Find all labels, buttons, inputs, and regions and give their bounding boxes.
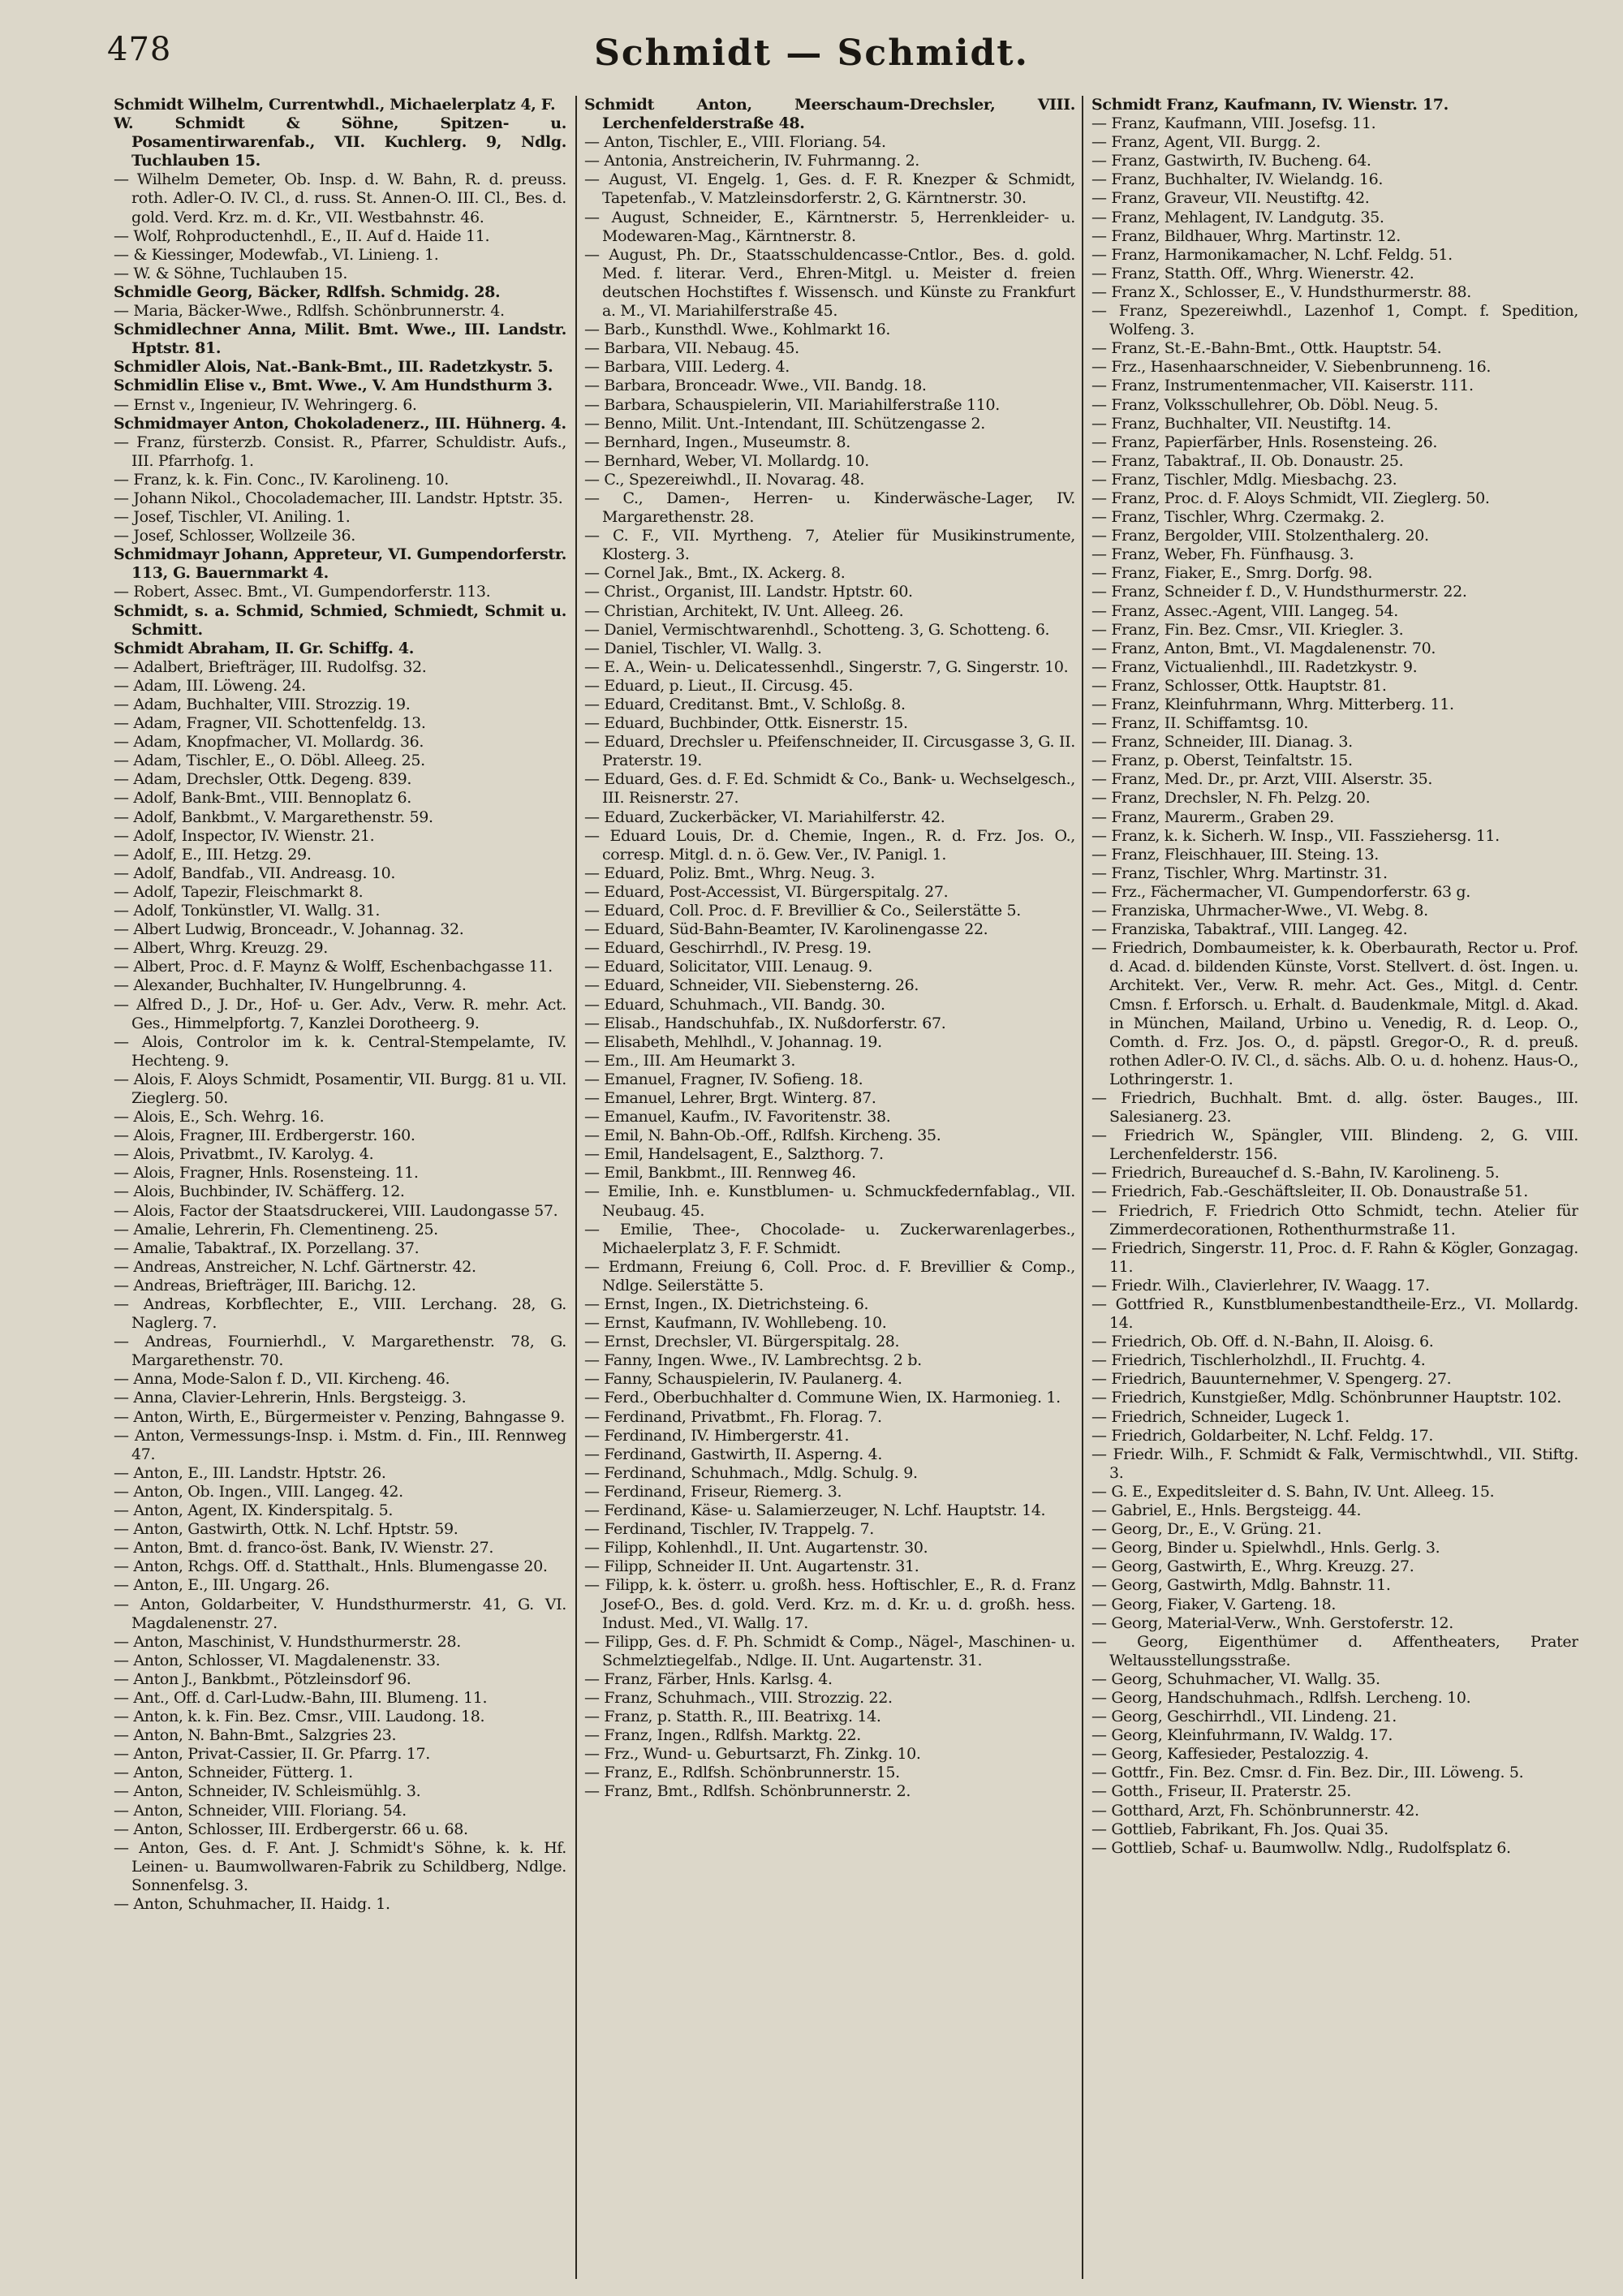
- directory-entry: — Anton, Gastwirth, Ottk. N. Lchf. Hptstr. 59.: [114, 1520, 458, 1539]
- directory-entry: — Anton, Ges. d. F. Ant. J. Schmidt's Söhne, k. k. Hf. Leinen- u. Baumwollwaren-Fabrik zu Schildberg, Ndlge. Sonnenfelsg. 3.: [114, 1838, 566, 1894]
- directory-entry: — Adam, III. Löweng. 24.: [114, 676, 306, 695]
- column-divider: [575, 96, 577, 2279]
- directory-entry: — Anton, Rchgs. Off. d. Statthalt., Hnls. Blumengasse 20.: [114, 1557, 548, 1576]
- directory-entry: — August, VI. Engelg. 1, Ges. d. F. R. Knezper & Schmidt, Tapetenfab., V. Matzleinsdorferstr. 2, G. Kärntnerstr. 30.: [584, 170, 1075, 208]
- directory-entry: — Ferdinand, Privatbmt., Fh. Florag. 7.: [584, 1407, 882, 1426]
- directory-entry: — Adolf, Bank-Bmt., VIII. Bennoplatz 6.: [114, 789, 411, 808]
- directory-entry: — Adalbert, Briefträger, III. Rudolfsg. 32.: [114, 657, 427, 676]
- directory-entry: — Friedrich, Tischlerholzhdl., II. Fruchtg. 4.: [1091, 1351, 1426, 1370]
- directory-entry: — Wilhelm Demeter, Ob. Insp. d. W. Bahn, R. d. preuss. roth. Adler-O. IV. Cl., d. russ. St. Annen-O. III. Cl., Bes. d. gold. Verd. Krz. m. d. Kr., VII. Westbahnstr. 46.: [114, 170, 566, 226]
- directory-entry: — & Kiessinger, Modewfab., VI. Linieng. 1.: [114, 245, 439, 264]
- directory-entry: — Anton, N. Bahn-Bmt., Salzgries 23.: [114, 1726, 397, 1745]
- directory-entry: — Franz, Bmt., Rdlfsh. Schönbrunnerstr. 2.: [584, 1782, 911, 1801]
- column-1: [114, 96, 566, 2279]
- directory-entry: W. Schmidt & Söhne, Spitzen- u. Posamentirwarenfab., VII. Kuchlerg. 9, Ndlg. Tuchlauben 15.: [114, 114, 566, 170]
- directory-entry: — Eduard, Schneider, VII. Siebensterng. 26.: [584, 976, 919, 995]
- directory-entry: — Franz, Papierfärber, Hnls. Rosensteing. 26.: [1091, 433, 1438, 451]
- directory-entry: — Anton, Bmt. d. franco-öst. Bank, IV. Wienstr. 27.: [114, 1539, 494, 1557]
- directory-entry: — Georg, Gastwirth, Mdlg. Bahnstr. 11.: [1091, 1576, 1391, 1595]
- directory-entry: — Ernst, Kaufmann, IV. Wohllebeng. 10.: [584, 1314, 887, 1333]
- directory-entry: — Eduard, Buchbinder, Ottk. Eisnerstr. 15.: [584, 714, 908, 733]
- directory-entry: — Em., III. Am Heumarkt 3.: [584, 1051, 796, 1070]
- directory-entry: — Anton, Wirth, E., Bürgermeister v. Penzing, Bahngasse 9.: [114, 1407, 565, 1426]
- directory-entry: — Franz, Bildhauer, Whrg. Martinstr. 12.: [1091, 226, 1401, 245]
- directory-entry: — Eduard, Post-Accessist, VI. Bürgerspitalg. 27.: [584, 882, 949, 901]
- directory-entry: — Friedrich, Goldarbeiter, N. Lchf. Feldg. 17.: [1091, 1426, 1434, 1445]
- directory-entry: Schmidt, s. a. Schmid, Schmied, Schmiedt, Schmit u. Schmitt.: [114, 601, 566, 639]
- directory-entry: — Friedrich, Bureauchef d. S.-Bahn, IV. Karolineng. 5.: [1091, 1164, 1500, 1182]
- directory-entry: — Franz, Victualienhdl., III. Radetzkystr. 9.: [1091, 657, 1418, 676]
- directory-entry: — Andreas, Fournierhdl., V. Margarethenstr. 78, G. Margarethenstr. 70.: [114, 1333, 566, 1370]
- directory-entry: — Franz, Statth. Off., Whrg. Wienerstr. 42.: [1091, 264, 1414, 282]
- directory-entry: — Anton, k. k. Fin. Bez. Cmsr., VIII. Laudong. 18.: [114, 1708, 485, 1726]
- directory-entry: — Franz, p. Statth. R., III. Beatrixg. 14.: [584, 1708, 881, 1726]
- directory-entry: — Josef, Tischler, VI. Aniling. 1.: [114, 508, 351, 527]
- directory-entry: — Adolf, Inspector, IV. Wienstr. 21.: [114, 826, 375, 845]
- directory-entry: Schmidle Georg, Bäcker, Rdlfsh. Schmidg. 28.: [114, 282, 501, 301]
- directory-entry: — Anton, Maschinist, V. Hundsthurmerstr. 28.: [114, 1632, 461, 1651]
- directory-entry: — Franz, Kleinfuhrmann, Whrg. Mitterberg. 11.: [1091, 696, 1454, 713]
- directory-entry: — Eduard, Zuckerbäcker, VI. Mariahilferstr. 42.: [584, 808, 945, 826]
- directory-entry: Schmidlechner Anna, Milit. Bmt. Wwe., III. Landstr. Hptstr. 81.: [114, 321, 566, 358]
- directory-entry: — Anton, E., III. Ungarg. 26.: [114, 1576, 330, 1595]
- directory-entry: — Franz, Tischler, Whrg. Martinstr. 31.: [1091, 864, 1388, 882]
- directory-entry: — Albert, Proc. d. F. Maynz & Wolff, Eschenbachgasse 11.: [114, 958, 553, 976]
- directory-entry: — Johann Nikol., Chocolademacher, III. Landstr. Hptstr. 35.: [114, 489, 563, 507]
- directory-entry: — Maria, Bäcker-Wwe., Rdlfsh. Schönbrunnerstr. 4.: [114, 302, 505, 321]
- directory-entry: — Franz, St.-E.-Bahn-Bmt., Ottk. Hauptstr. 54.: [1091, 339, 1442, 358]
- directory-entry: — Georg, Kleinfuhrmann, IV. Waldg. 17.: [1091, 1726, 1393, 1745]
- directory-entry: — Franz, k. k. Sicherh. W. Insp., VII. Fassziehersg. 11.: [1091, 826, 1500, 845]
- directory-entry: — Cornel Jak., Bmt., IX. Ackerg. 8.: [584, 564, 846, 583]
- directory-entry: — Filipp, Ges. d. F. Ph. Schmidt & Comp., Nägel-, Maschinen- u. Schmelztiegelfab., Ndlge. II. Unt. Augartenstr. 31.: [584, 1632, 1075, 1669]
- directory-entry: — Franz, Bergolder, VIII. Stolzenthalerg. 20.: [1091, 527, 1429, 545]
- directory-entry: — Franz, Spezereiwhdl., Lazenhof 1, Compt. f. Spedition, Wolfeng. 3.: [1091, 302, 1578, 339]
- directory-entry: — Eduard, Poliz. Bmt., Whrg. Neug. 3.: [584, 864, 876, 882]
- directory-entry: — C. F., VII. Myrtheng. 7, Atelier für Musikinstrumente, Klosterg. 3.: [584, 527, 1075, 564]
- directory-entry: — Franz, Harmonikamacher, N. Lchf. Feldg. 51.: [1091, 245, 1453, 264]
- directory-entry: — Albert, Whrg. Kreuzg. 29.: [114, 939, 328, 958]
- directory-entry: — Emanuel, Lehrer, Brgt. Winterg. 87.: [584, 1088, 876, 1107]
- directory-entry: — Adolf, Tapezir, Fleischmarkt 8.: [114, 882, 364, 901]
- directory-entry: — Franz, Fleischhauer, III. Steing. 13.: [1091, 845, 1379, 864]
- directory-entry: — Fanny, Schauspielerin, IV. Paulanerg. 4.: [584, 1370, 902, 1389]
- directory-entry: — Friedrich W., Spängler, VIII. Blindeng. 2, G. VIII. Lerchenfelderstr. 156.: [1091, 1126, 1578, 1164]
- directory-entry: Schmidmayr Johann, Appreteur, VI. Gumpendorferstr. 113, G. Bauernmarkt 4.: [114, 545, 566, 583]
- directory-entry: — Friedrich, Buchhalt. Bmt. d. allg. öster. Bauges., III. Salesianerg. 23.: [1091, 1088, 1578, 1126]
- directory-entry: — Amalie, Tabaktraf., IX. Porzellang. 37.: [114, 1238, 420, 1257]
- column-3: [1091, 96, 1578, 2279]
- directory-entry: — Georg, Dr., E., V. Grüng. 21.: [1091, 1520, 1322, 1539]
- directory-entry: — Ferdinand, IV. Himbergerstr. 41.: [584, 1426, 850, 1445]
- directory-entry: — Wolf, Rohproductenhdl., E., II. Auf d. Haide 11.: [114, 226, 490, 245]
- directory-entry: — Robert, Assec. Bmt., VI. Gumpendorferstr. 113.: [114, 583, 491, 601]
- directory-entry: — Franz, Med. Dr., pr. Arzt, VIII. Alserstr. 35.: [1091, 770, 1433, 789]
- directory-entry: — Franz X., Schlosser, E., V. Hundsthurmerstr. 88.: [1091, 282, 1471, 301]
- directory-entry: — Barbara, VII. Nebaug. 45.: [584, 339, 799, 358]
- directory-entry: Schmidlin Elise v., Bmt. Wwe., V. Am Hundsthurm 3.: [114, 377, 553, 395]
- directory-entry: — Ernst v., Ingenieur, IV. Wehringerg. 6.: [114, 395, 417, 414]
- directory-entry: — Franz, Graveur, VII. Neustiftg. 42.: [1091, 189, 1370, 208]
- directory-entry: — Anton, Schneider, VIII. Floriang. 54.: [114, 1801, 407, 1820]
- directory-entry: — Frz., Hasenhaarschneider, V. Siebenbrunneng. 16.: [1091, 358, 1492, 377]
- directory-entry: — Alois, Factor der Staatsdruckerei, VIII. Laudongasse 57.: [114, 1201, 558, 1220]
- directory-entry: — Eduard, Schuhmach., VII. Bandg. 30.: [584, 995, 885, 1014]
- directory-entry: — Daniel, Vermischtwarenhdl., Schotteng. 3, G. Schotteng. 6.: [584, 620, 1050, 639]
- directory-entry: — Gotthard, Arzt, Fh. Schönbrunnerstr. 42.: [1091, 1801, 1419, 1820]
- directory-entry: — Franz, Schneider f. D., V. Hundsthurmerstr. 22.: [1091, 583, 1467, 601]
- directory-entry: — Franz, Schneider, III. Dianag. 3.: [1091, 733, 1353, 752]
- directory-entry: — August, Ph. Dr., Staatsschuldencasse-Cntlor., Bes. d. gold. Med. f. literar. Verd., Ehren-Mitgl. u. Meister d. freien deutschen Hochstiftes f. Wissensch. und Künste zu Frankfurt a. M., VI. Mariahilferstraße 45.: [584, 245, 1075, 321]
- directory-entry: — Emilie, Thee-, Chocolade- u. Zuckerwarenlagerbes., Michaelerplatz 3, F. F. Schmidt.: [584, 1220, 1075, 1257]
- directory-entry: — Franziska, Uhrmacher-Wwe., VI. Webg. 8.: [1091, 902, 1428, 920]
- directory-entry: — Barbara, Schauspielerin, VII. Mariahilferstraße 110.: [584, 395, 1000, 414]
- directory-entry: — Anton, Schneider, Fütterg. 1.: [114, 1764, 353, 1782]
- directory-entry: — Barbara, Bronceadr. Wwe., VII. Bandg. 18.: [584, 377, 927, 395]
- directory-entry: — Georg, Schuhmacher, VI. Wallg. 35.: [1091, 1669, 1380, 1688]
- directory-entry: — Antonia, Anstreicherin, IV. Fuhrmanng. 2.: [584, 152, 919, 170]
- directory-entry: — Franz, Ingen., Rdlfsh. Marktg. 22.: [584, 1726, 861, 1745]
- directory-entry: — G. E., Expeditsleiter d. S. Bahn, IV. Unt. Alleeg. 15.: [1091, 1482, 1495, 1501]
- directory-entry: — Eduard, Süd-Bahn-Beamter, IV. Karolinengasse 22.: [584, 920, 988, 939]
- directory-entry: — Adam, Knopfmacher, VI. Mollardg. 36.: [114, 733, 424, 752]
- directory-entry: — Georg, Binder u. Spielwhdl., Hnls. Gerlg. 3.: [1091, 1539, 1440, 1557]
- directory-entry: — Anton, Tischler, E., VIII. Floriang. 54.: [584, 133, 886, 152]
- directory-entry: — Georg, Material-Verw., Wnh. Gerstoferstr. 12.: [1091, 1613, 1453, 1632]
- directory-entry: — E. A., Wein- u. Delicatessenhdl., Singerstr. 7, G. Singerstr. 10.: [584, 657, 1069, 676]
- directory-entry: — Gabriel, E., Hnls. Bergsteigg. 44.: [1091, 1501, 1362, 1520]
- directory-entry: — Franz, Fin. Bez. Cmsr., VII. Kriegler. 3.: [1091, 620, 1404, 639]
- directory-entry: — Georg, Fiaker, V. Garteng. 18.: [1091, 1595, 1337, 1613]
- directory-entry: — Andreas, Briefträger, III. Barichg. 12.: [114, 1276, 416, 1294]
- directory-entry: — Alois, Fragner, III. Erdbergerstr. 160.: [114, 1126, 415, 1145]
- directory-entry: — Franz, Fiaker, E., Smrg. Dorfg. 98.: [1091, 564, 1373, 583]
- directory-entry: — Ferdinand, Tischler, IV. Trappelg. 7.: [584, 1520, 874, 1539]
- directory-entry: — Eduard, p. Lieut., II. Circusg. 45.: [584, 676, 854, 695]
- directory-entry: — Ferdinand, Friseur, Riemerg. 3.: [584, 1482, 842, 1501]
- directory-entry: — Bernhard, Ingen., Museumstr. 8.: [584, 433, 850, 451]
- directory-entry: — Ferd., Oberbuchhalter d. Commune Wien, IX. Harmonieg. 1.: [584, 1389, 1061, 1407]
- directory-entry: — Anton, Vermessungs-Insp. i. Mstm. d. Fin., III. Rennweg 47.: [114, 1426, 566, 1463]
- directory-entry: — Friedr. Wilh., Clavierlehrer, IV. Waagg. 17.: [1091, 1276, 1430, 1294]
- directory-entry: Schmidmayer Anton, Chokoladenerz., III. Hühnerg. 4.: [114, 414, 566, 433]
- directory-entry: — Christian, Architekt, IV. Unt. Alleeg. 26.: [584, 601, 904, 620]
- directory-entry: — Georg, Geschirrhdl., VII. Lindeng. 21.: [1091, 1708, 1397, 1726]
- directory-entry: — Friedrich, Fab.-Geschäftsleiter, II. Ob. Donaustraße 51.: [1091, 1182, 1528, 1201]
- directory-entry: — Ferdinand, Gastwirth, II. Asperng. 4.: [584, 1445, 883, 1463]
- directory-entry: — Georg, Eigenthümer d. Affentheaters, Prater Weltausstellungsstraße.: [1091, 1632, 1578, 1669]
- directory-entry: — Friedrich, Singerstr. 11, Proc. d. F. Rahn & Kögler, Gonzagag. 11.: [1091, 1238, 1578, 1276]
- directory-entry: — Friedrich, Dombaumeister, k. k. Oberbaurath, Rector u. Prof. d. Acad. d. bildenden Künste, Vorst. Stellvert. d. öst. Ingen. u. Architekt. Ver., Verw. R. mehr. Act. Ges., Mitgl. d. Centr. Cmsn. f. Erforsch. u. Erhalt. d. Baudenkmale, Mitgl. d. Akad. in München, Mailand, Urbino u. Venedig, R. d. Leop. O., Comth. d. Frz. Jos. O., d. päpstl. Gregor-O., R. d. preuß. rothen Adler-O. IV. Cl., d. sächs. Alb. O. u. d. hohenz. Haus-O., Lothringerstr. 1.: [1091, 939, 1578, 1088]
- directory-entry: — Franz, fürsterzb. Consist. R., Pfarrer, Schuldistr. Aufs., III. Pfarrhofg. 1.: [114, 433, 566, 470]
- directory-entry: — Ferdinand, Schuhmach., Mdlg. Schulg. 9.: [584, 1463, 918, 1482]
- directory-entry: — Elisab., Handschuhfab., IX. Nußdorferstr. 67.: [584, 1014, 946, 1032]
- directory-entry: — Ernst, Ingen., IX. Dietrichsteing. 6.: [584, 1295, 869, 1313]
- directory-entry: — Franz, Instrumentenmacher, VII. Kaiserstr. 111.: [1091, 377, 1474, 395]
- directory-entry: Schmidt Abraham, II. Gr. Schiffg. 4.: [114, 639, 415, 657]
- directory-entry: — Franz, Assec.-Agent, VIII. Langeg. 54.: [1091, 601, 1398, 620]
- directory-entry: — Franz, Buchhalter, IV. Wielandg. 16.: [1091, 170, 1384, 189]
- directory-entry: — Elisabeth, Mehlhdl., V. Johannag. 19.: [584, 1032, 882, 1051]
- directory-entry: — Emilie, Inh. e. Kunstblumen- u. Schmuckfedernfablag., VII. Neubaug. 45.: [584, 1182, 1075, 1220]
- directory-entry: — Franz, Schlosser, Ottk. Hauptstr. 81.: [1091, 676, 1387, 695]
- directory-entry: — Anton, Schuhmacher, II. Haidg. 1.: [114, 1895, 390, 1913]
- directory-entry: — Georg, Kaffesieder, Pestalozzig. 4.: [1091, 1745, 1369, 1764]
- directory-entry: — Adolf, E., III. Hetzg. 29.: [114, 845, 312, 864]
- directory-entry: — Alfred D., J. Dr., Hof- u. Ger. Adv., Verw. R. mehr. Act. Ges., Himmelpfortg. 7, Kanzlei Dorotheerg. 9.: [114, 995, 566, 1032]
- directory-entry: — Andreas, Korbflechter, E., VIII. Lerchang. 28, G. Naglerg. 7.: [114, 1295, 566, 1333]
- directory-entry: — Friedrich, Bauunternehmer, V. Spengerg. 27.: [1091, 1370, 1452, 1389]
- directory-entry: — Anton, Goldarbeiter, V. Hundsthurmerstr. 41, G. VI. Magdalenenstr. 27.: [114, 1595, 566, 1632]
- directory-entry: — Adolf, Bankbmt., V. Margarethenstr. 59.: [114, 808, 433, 826]
- directory-entry: — Albert Ludwig, Bronceadr., V. Johannag. 32.: [114, 920, 464, 939]
- directory-entry: — Eduard, Creditanst. Bmt., V. Schloßg. 8.: [584, 696, 906, 713]
- directory-entry: — Alexander, Buchhalter, IV. Hungelbrunng. 4.: [114, 976, 467, 995]
- directory-entry: — Georg, Handschuhmach., Rdlfsh. Lercheng. 10.: [1091, 1688, 1471, 1707]
- directory-entry: — Filipp, Kohlenhdl., II. Unt. Augartenstr. 30.: [584, 1539, 928, 1557]
- directory-entry: — Anton, Schneider, IV. Schleismühlg. 3.: [114, 1782, 421, 1801]
- directory-entry: — Franz, p. Oberst, Teinfaltstr. 15.: [1091, 752, 1353, 770]
- directory-entry: — Emil, Handelsagent, E., Salzthorg. 7.: [584, 1145, 884, 1164]
- directory-entry: — Barbara, VIII. Lederg. 4.: [584, 358, 790, 377]
- directory-entry: — Franz, Anton, Bmt., VI. Magdalenenstr. 70.: [1091, 639, 1436, 657]
- directory-entry: — Eduard, Coll. Proc. d. F. Brevillier & Co., Seilerstätte 5.: [584, 902, 1021, 920]
- directory-entry: — Alois, E., Sch. Wehrg. 16.: [114, 1108, 325, 1126]
- directory-entry: — Franz, Weber, Fh. Fünfhausg. 3.: [1091, 545, 1354, 564]
- directory-entry: — Benno, Milit. Unt.-Intendant, III. Schützengasse 2.: [584, 414, 985, 433]
- directory-entry: — Adam, Fragner, VII. Schottenfeldg. 13.: [114, 714, 426, 733]
- directory-entry: — Alois, F. Aloys Schmidt, Posamentir, VII. Burgg. 81 u. VII. Zieglerg. 50.: [114, 1070, 566, 1107]
- directory-entry: — Frz., Fächermacher, VI. Gumpendorferstr. 63 g.: [1091, 882, 1470, 901]
- directory-entry: — Anton J., Bankbmt., Pötzleinsdorf 96.: [114, 1669, 411, 1688]
- directory-entry: — Franz, Tabaktraf., II. Ob. Donaustr. 25.: [1091, 451, 1404, 470]
- directory-entry: — Eduard, Solicitator, VIII. Lenaug. 9.: [584, 958, 873, 976]
- directory-entry: — Franz, Proc. d. F. Aloys Schmidt, VII. Zieglerg. 50.: [1091, 489, 1490, 507]
- directory-entry: — Adolf, Tonkünstler, VI. Wallg. 31.: [114, 902, 381, 920]
- directory-entry: — Franz, Mehlagent, IV. Landgutg. 35.: [1091, 208, 1384, 226]
- directory-entry: — Barb., Kunsthdl. Wwe., Kohlmarkt 16.: [584, 321, 891, 339]
- directory-entry: Schmidt Franz, Kaufmann, IV. Wienstr. 17.: [1091, 96, 1449, 114]
- directory-entry: — Franz, Volksschullehrer, Ob. Döbl. Neug. 5.: [1091, 395, 1439, 414]
- column-2: [584, 96, 1075, 2279]
- directory-entry: — Andreas, Anstreicher, N. Lchf. Gärtnerstr. 42.: [114, 1257, 476, 1276]
- directory-entry: Schmidler Alois, Nat.-Bank-Bmt., III. Radetzkystr. 5.: [114, 358, 553, 377]
- directory-entry: — Adam, Tischler, E., O. Döbl. Alleeg. 25.: [114, 752, 425, 770]
- directory-entry: — Franz, Tischler, Mdlg. Miesbachg. 23.: [1091, 470, 1397, 489]
- directory-entry: — Ferdinand, Käse- u. Salamierzeuger, N. Lchf. Hauptstr. 14.: [584, 1501, 1046, 1520]
- directory-entry: — Ernst, Drechsler, VI. Bürgerspitalg. 28.: [584, 1333, 900, 1351]
- directory-entry: — Gotth., Friseur, II. Praterstr. 25.: [1091, 1782, 1351, 1801]
- directory-entry: — Filipp, Schneider II. Unt. Augartenstr. 31.: [584, 1557, 919, 1576]
- directory-entry: — Anton, Ob. Ingen., VIII. Langeg. 42.: [114, 1482, 403, 1501]
- page-header: [0, 31, 1623, 88]
- directory-entry: — Emanuel, Kaufm., IV. Favoritenstr. 38.: [584, 1108, 891, 1126]
- directory-entry: — Friedrich, Schneider, Lugeck 1.: [1091, 1407, 1350, 1426]
- directory-entry: — Anton, Schlosser, III. Erdbergerstr. 66 u. 68.: [114, 1820, 468, 1838]
- directory-entry: — Alois, Buchbinder, IV. Schäfferg. 12.: [114, 1182, 405, 1201]
- directory-entry: — Emil, N. Bahn-Ob.-Off., Rdlfsh. Kircheng. 35.: [584, 1126, 941, 1145]
- directory-entry: — C., Spezereiwhdl., II. Novarag. 48.: [584, 470, 865, 489]
- directory-entry: — Alois, Controlor im k. k. Central-Stempelamte, IV. Hechteng. 9.: [114, 1032, 566, 1070]
- directory-entry: — Franz, E., Rdlfsh. Schönbrunnerstr. 15.: [584, 1764, 900, 1782]
- directory-entry: — Bernhard, Weber, VI. Mollardg. 10.: [584, 451, 869, 470]
- directory-entry: — Franz, k. k. Fin. Conc., IV. Karolineng. 10.: [114, 470, 449, 489]
- directory-entry: — Adam, Buchhalter, VIII. Strozzig. 19.: [114, 696, 411, 713]
- directory-entry: — Friedr. Wilh., F. Schmidt & Falk, Vermischtwhdl., VII. Stiftg. 3.: [1091, 1445, 1578, 1482]
- directory-entry: — Franz, Gastwirth, IV. Bucheng. 64.: [1091, 152, 1371, 170]
- directory-entry: — Franz, II. Schiffamtsg. 10.: [1091, 714, 1309, 733]
- directory-entry: — Erdmann, Freiung 6, Coll. Proc. d. F. Brevillier & Comp., Ndlge. Seilerstätte 5.: [584, 1257, 1075, 1294]
- directory-entry: — August, Schneider, E., Kärntnerstr. 5, Herrenkleider- u. Modewaren-Mag., Kärntnerstr. 8.: [584, 208, 1075, 245]
- directory-entry: — Friedrich, F. Friedrich Otto Schmidt, techn. Atelier für Zimmerdecorationen, Rothenthurmstraße 11.: [1091, 1201, 1578, 1238]
- directory-entry: — Emanuel, Fragner, IV. Sofieng. 18.: [584, 1070, 863, 1088]
- directory-entry: — Eduard, Drechsler u. Pfeifenschneider, II. Circusgasse 3, G. II. Praterstr. 19.: [584, 733, 1075, 770]
- directory-entry: — Frz., Wund- u. Geburtsarzt, Fh. Zinkg. 10.: [584, 1745, 921, 1764]
- directory-entry: — W. & Söhne, Tuchlauben 15.: [114, 264, 348, 282]
- directory-entry: — Daniel, Tischler, VI. Wallg. 3.: [584, 639, 822, 657]
- directory-entry: — Alois, Fragner, Hnls. Rosensteing. 11.: [114, 1164, 419, 1182]
- directory-entry: — Anton, Privat-Cassier, II. Gr. Pfarrg. 17.: [114, 1745, 430, 1764]
- directory-entry: — Fanny, Ingen. Wwe., IV. Lambrechtsg. 2 b.: [584, 1351, 922, 1370]
- directory-entry: — Franz, Agent, VII. Burgg. 2.: [1091, 133, 1321, 152]
- directory-entry: — Anna, Mode-Salon f. D., VII. Kircheng. 46.: [114, 1370, 450, 1389]
- directory-entry: — Anton, Schlosser, VI. Magdalenenstr. 33.: [114, 1651, 441, 1669]
- directory-entry: — Friedrich, Kunstgießer, Mdlg. Schönbrunner Hauptstr. 102.: [1091, 1389, 1561, 1407]
- directory-entry: — Franz, Tischler, Whrg. Czermakg. 2.: [1091, 508, 1384, 527]
- directory-entry: — Anton, E., III. Landstr. Hptstr. 26.: [114, 1463, 386, 1482]
- directory-entry: — Ant., Off. d. Carl-Ludw.-Bahn, III. Blumeng. 11.: [114, 1688, 488, 1707]
- directory-entry: — Adolf, Bandfab., VII. Andreasg. 10.: [114, 864, 396, 882]
- directory-entry: — Gottlieb, Schaf- u. Baumwollw. Ndlg., Rudolfsplatz 6.: [1091, 1838, 1511, 1857]
- directory-entry: — Anna, Clavier-Lehrerin, Hnls. Bergsteigg. 3.: [114, 1389, 467, 1407]
- directory-entry: — Josef, Schlosser, Wollzeile 36.: [114, 527, 355, 545]
- directory-entry: — Franz, Maurerm., Graben 29.: [1091, 808, 1334, 826]
- directory-entry: — Franz, Kaufmann, VIII. Josefsg. 11.: [1091, 114, 1376, 133]
- directory-entry: — Gottfried R., Kunstblumenbestandtheile-Erz., VI. Mollardg. 14.: [1091, 1295, 1578, 1333]
- directory-entry: — Eduard, Ges. d. F. Ed. Schmidt & Co., Bank- u. Wechselgesch., III. Reisnerstr. 27.: [584, 770, 1075, 808]
- directory-entry: — Franz, Schuhmach., VIII. Strozzig. 22.: [584, 1688, 893, 1707]
- directory-entry: — Adam, Drechsler, Ottk. Degeng. 839.: [114, 770, 412, 789]
- directory-entry: — Gottfr., Fin. Bez. Cmsr. d. Fin. Bez. Dir., III. Löweng. 5.: [1091, 1764, 1524, 1782]
- directory-entry: — Anton, Agent, IX. Kinderspitalg. 5.: [114, 1501, 394, 1520]
- directory-entry: — Filipp, k. k. österr. u. großh. hess. Hoftischler, E., R. d. Franz Josef-O., Bes. d. gold. Verd. Krz. m. d. Kr. u. d. großh. hess. Indust. Med., VI. Wallg. 17.: [584, 1576, 1075, 1632]
- directory-entry: — Eduard, Geschirrhdl., IV. Presg. 19.: [584, 939, 872, 958]
- directory-entry: Schmidt Anton, Meerschaum-Drechsler, VIII. Lerchenfelderstraße 48.: [584, 96, 1075, 133]
- directory-entry: — C., Damen-, Herren- u. Kinderwäsche-Lager, IV. Margarethenstr. 28.: [584, 489, 1075, 527]
- directory-entry: — Georg, Gastwirth, E., Whrg. Kreuzg. 27.: [1091, 1557, 1414, 1576]
- directory-entry: — Franz, Buchhalter, VII. Neustiftg. 14.: [1091, 414, 1392, 433]
- running-head: Schmidt — Schmidt.: [594, 32, 1029, 74]
- directory-entry: — Franz, Färber, Hnls. Karlsg. 4.: [584, 1669, 833, 1688]
- directory-entry: — Franz, Drechsler, N. Fh. Pelzg. 20.: [1091, 789, 1371, 808]
- directory-entry: — Alois, Privatbmt., IV. Karolyg. 4.: [114, 1145, 374, 1164]
- directory-entry: — Franziska, Tabaktraf., VIII. Langeg. 42.: [1091, 920, 1408, 939]
- directory-entry: — Gottlieb, Fabrikant, Fh. Jos. Quai 35.: [1091, 1820, 1388, 1838]
- page-number: 478: [107, 31, 172, 68]
- directory-entry: — Eduard Louis, Dr. d. Chemie, Ingen., R. d. Frz. Jos. O., corresp. Mitgl. d. n. ö. Gew. Ver., IV. Panigl. 1.: [584, 826, 1075, 864]
- directory-entry: Schmidt Wilhelm, Currentwhdl., Michaelerplatz 4, F.: [114, 96, 556, 114]
- directory-entry: — Emil, Bankbmt., III. Rennweg 46.: [584, 1164, 856, 1182]
- column-divider: [1082, 96, 1083, 2279]
- directory-entry: — Amalie, Lehrerin, Fh. Clementineng. 25.: [114, 1220, 438, 1238]
- directory-entry: — Christ., Organist, III. Landstr. Hptstr. 60.: [584, 583, 913, 601]
- directory-entry: — Friedrich, Ob. Off. d. N.-Bahn, II. Aloisg. 6.: [1091, 1333, 1434, 1351]
